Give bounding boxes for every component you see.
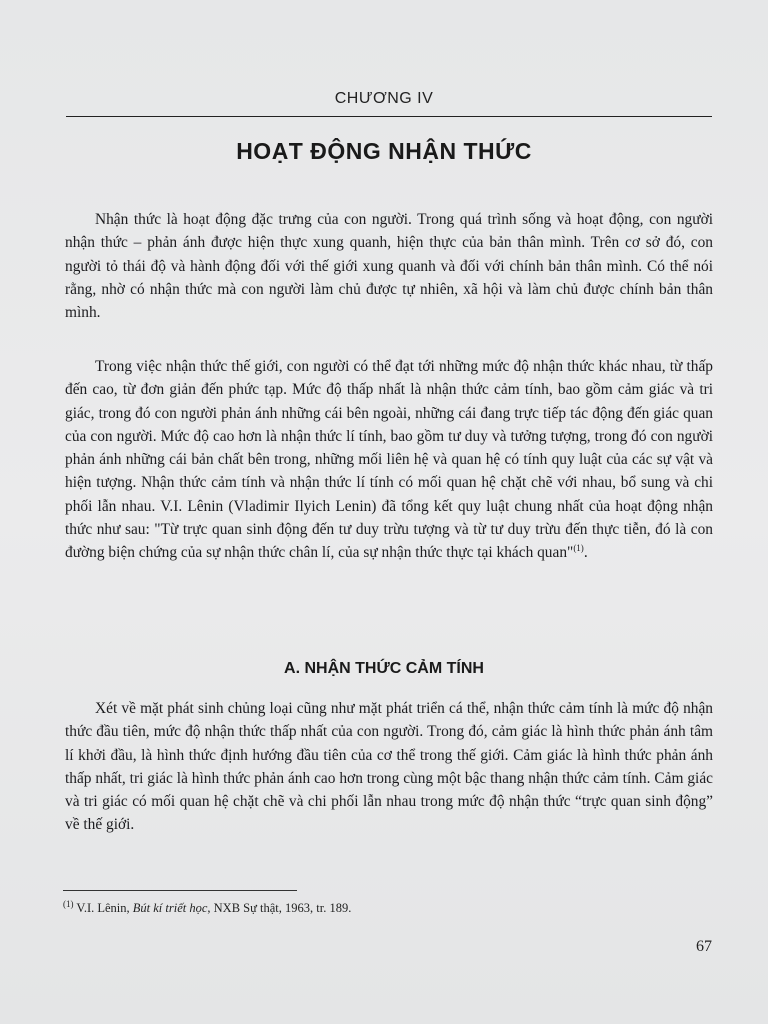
section-heading: A. NHẬN THỨC CẢM TÍNH — [284, 660, 484, 677]
footnote-publication: , NXB Sự thật, 1963, tr. 189. — [207, 901, 352, 915]
chapter-title: HOẠT ĐỘNG NHẬN THỨC — [236, 138, 532, 164]
footnote-author: V.I. Lênin, — [73, 901, 133, 915]
chapter-divider — [66, 116, 712, 117]
paragraph-intro: Nhận thức là hoạt động đặc trưng của con người. Trong quá trình sống và hoạt động, con người nhận thức – phản ánh được hiện thực xung quanh, hiện thực của bản thân mình. Trên cơ sở đó, con người tỏ thái độ và hành động đối với thế giới xung quanh và đối với chính bản thân mình. Có thể nói rằng, nhờ có nhận thức mà con người làm chủ được tự nhiên, xã hội và làm chủ được chính bản thân mình. — [65, 211, 713, 322]
page-number: 67 — [696, 938, 712, 955]
paragraph-levels-text: Trong việc nhận thức thế giới, con người có thể đạt tới những mức độ nhận thức khác nhau, từ thấp đến cao, từ đơn giản đến phức tạp. Mức độ thấp nhất là nhận thức cảm tính, bao gồm cảm giác và tri giác, trong đó con người phản ánh những cái bên ngoài, những cái đang trực tiếp tác động đến giác quan của con người. Mức độ cao hơn là nhận thức lí tính, bao gồm tư duy và tưởng tượng, trong đó con người phản ánh những cái bản chất bên trong, những mối liên hệ và quan hệ có tính quy luật của các sự vật và hiện tượng. Nhận thức cảm tính và nhận thức lí tính có mối quan hệ chặt chẽ với nhau, bổ sung và chi phối lẫn nhau. V.I. Lênin (Vladimir Ilyich Lenin) đã tổng kết quy luật chung nhất của hoạt động nhận thức như sau: "Từ trực quan sinh động đến tư duy trừu tượng và từ tư duy trừu đến thực tiễn, đó là con đường biện chứng của sự nhận thức chân lí, của sự nhận thức thực tại khách quan" — [65, 358, 713, 562]
paragraph-levels — [65, 355, 713, 565]
footnote-divider — [63, 890, 297, 891]
paragraph-sensory: Xét về mặt phát sinh chủng loại cũng như mặt phát triển cá thể, nhận thức cảm tính là mức độ nhận thức đầu tiên, mức độ nhận thức thấp nhất của con người. Trong đó, cảm giác là hình thức phản ánh tâm lí khởi đầu, là hình thức định hướng đầu tiên của cơ thể trong thế giới. Cảm giác là hình thức phản ánh thấp nhất, tri giác là hình thức phản ánh cao hơn trong cùng một bậc thang nhận thức cảm tính. Cảm giác và tri giác có mối quan hệ chặt chẽ và chi phối lẫn nhau trong mức độ nhận thức “trực quan sinh động” về thế giới. — [65, 700, 713, 834]
footnote — [63, 898, 703, 916]
footnote-book-title: Bút kí triết học — [132, 901, 208, 915]
paragraph-levels-end: . — [583, 544, 588, 562]
footnote-reference: (1) — [573, 543, 584, 554]
chapter-label: CHƯƠNG IV — [334, 90, 434, 107]
footnote-mark: (1) — [63, 898, 74, 909]
